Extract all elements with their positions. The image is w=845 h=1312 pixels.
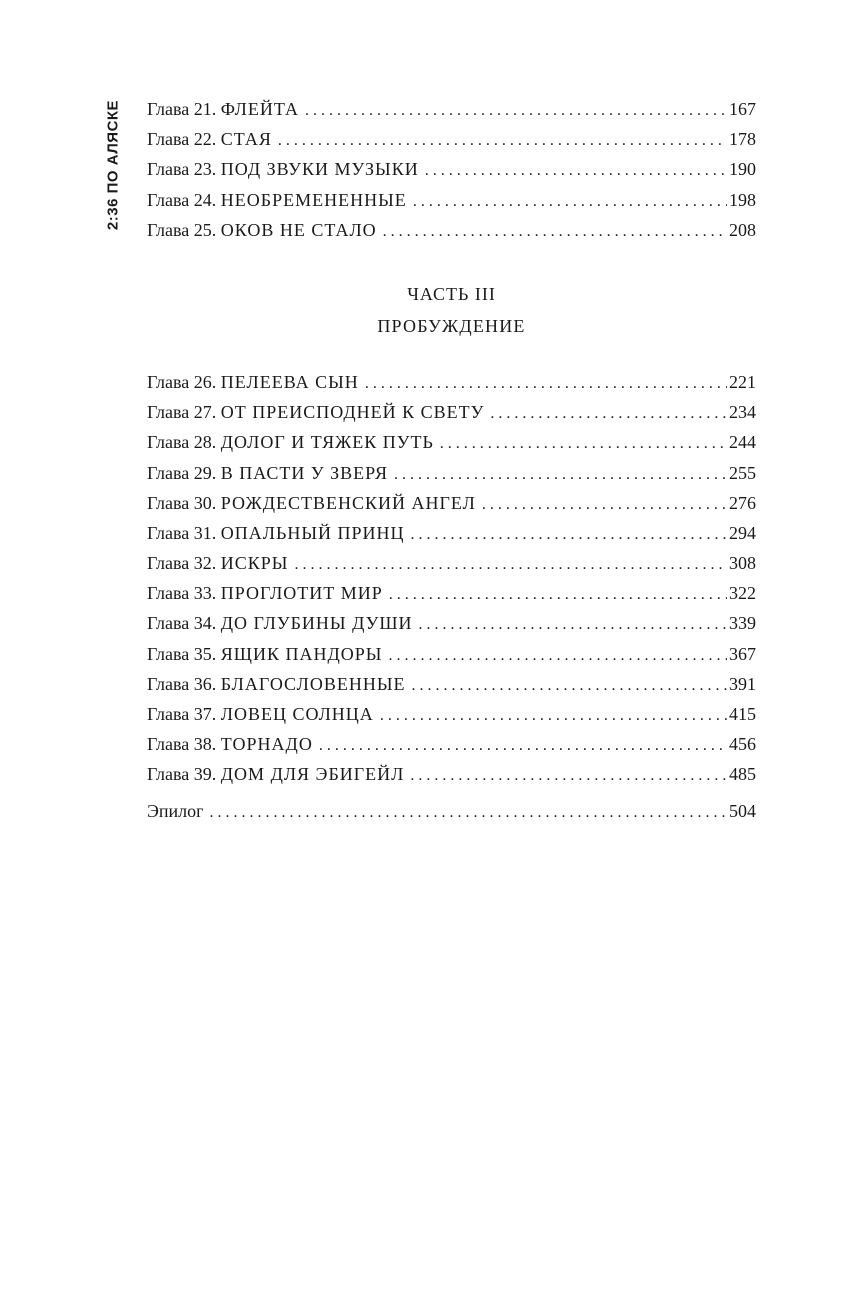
dot-leader [490, 399, 727, 429]
chapter-prefix: Глава 32. [147, 553, 217, 574]
page-number: 294 [729, 522, 756, 543]
toc-entry[interactable] [147, 458, 756, 488]
dot-leader [380, 701, 727, 731]
page-number: 322 [729, 583, 756, 604]
chapter-title: ОКОВ НЕ СТАЛО [220, 219, 377, 240]
entry-label [147, 759, 410, 789]
chapter-prefix: Глава 36. [147, 673, 217, 694]
toc-entry[interactable] [147, 154, 756, 184]
entry-label [147, 578, 389, 608]
page-number: 485 [729, 764, 756, 785]
chapter-title: В ПАСТИ У ЗВЕРЯ [220, 462, 389, 483]
chapter-prefix: Глава 23. [147, 159, 217, 180]
dot-leader [419, 610, 728, 640]
chapter-title: ИСКРЫ [220, 553, 289, 574]
toc-entry[interactable] [147, 578, 756, 608]
chapter-prefix: Глава 35. [147, 643, 217, 664]
dot-leader [394, 460, 727, 490]
part-title: ПРОБУЖДЕНИЕ [377, 315, 526, 336]
dot-leader [425, 156, 727, 186]
dot-leader [365, 369, 727, 399]
toc-entry[interactable] [147, 427, 756, 457]
chapter-title: ОТ ПРЕИСПОДНЕЙ К СВЕТУ [220, 402, 485, 423]
dot-leader [295, 550, 728, 580]
page-number: 198 [729, 189, 756, 210]
page-number: 221 [729, 371, 756, 392]
toc-entry[interactable] [147, 94, 756, 124]
chapter-prefix: Глава 39. [147, 764, 217, 785]
table-of-contents [147, 94, 756, 826]
entry-label [147, 608, 419, 638]
entry-label [147, 548, 295, 578]
toc-entry[interactable] [147, 548, 756, 578]
part2-entries [147, 94, 756, 245]
running-head [98, 100, 128, 230]
dot-leader [388, 641, 727, 671]
toc-entry[interactable] [147, 699, 756, 729]
entry-label [147, 729, 319, 759]
toc-entry[interactable] [147, 669, 756, 699]
toc-entry[interactable] [147, 215, 756, 245]
chapter-title: ЯЩИК ПАНДОРЫ [220, 643, 383, 664]
toc-entry[interactable] [147, 124, 756, 154]
toc-entry[interactable] [147, 608, 756, 638]
epilogue-title: Эпилог [147, 800, 204, 821]
entry-label [147, 427, 440, 457]
dot-leader [389, 580, 727, 610]
chapter-title: СТАЯ [220, 129, 272, 150]
entry-label [147, 458, 394, 488]
chapter-title: ФЛЕЙТА [220, 99, 299, 119]
entry-label [147, 669, 412, 699]
dot-leader [412, 671, 727, 701]
entry-label [147, 94, 305, 124]
chapter-prefix: Глава 28. [147, 432, 217, 453]
entry-label [147, 699, 380, 729]
running-head-text: 2:36 ПО АЛЯСКЕ [104, 99, 122, 231]
part-heading [147, 279, 756, 343]
dot-leader [305, 96, 727, 126]
page-number: 190 [729, 159, 756, 180]
chapter-prefix: Глава 38. [147, 734, 217, 755]
entry-label [147, 397, 490, 427]
toc-entry[interactable] [147, 639, 756, 669]
dot-leader [413, 187, 727, 217]
chapter-title: ДОМ ДЛЯ ЭБИГЕЙЛ [220, 764, 405, 785]
page-number: 167 [729, 99, 756, 119]
chapter-prefix: Глава 29. [147, 462, 217, 483]
chapter-title: РОЖДЕСТВЕНСКИЙ АНГЕЛ [220, 492, 476, 513]
toc-entry[interactable] [147, 185, 756, 215]
part-number: ЧАСТЬ III [407, 283, 496, 304]
chapter-prefix: Глава 27. [147, 402, 217, 423]
chapter-title: ПРОГЛОТИТ МИР [220, 583, 383, 604]
chapter-prefix: Глава 30. [147, 492, 217, 513]
entry-label [147, 185, 413, 215]
page-number: 255 [729, 462, 756, 483]
chapter-title: ЛОВЕЦ СОЛНЦА [220, 704, 374, 724]
dot-leader [482, 490, 727, 520]
chapter-title: ДОЛОГ И ТЯЖЕК ПУТЬ [220, 432, 434, 453]
page-number: 415 [729, 704, 756, 724]
chapter-prefix: Глава 37. [147, 704, 217, 724]
entry-label [147, 639, 388, 669]
chapter-prefix: Глава 33. [147, 583, 217, 604]
chapter-title: ПОД ЗВУКИ МУЗЫКИ [220, 159, 419, 180]
chapter-title: НЕОБРЕМЕНЕННЫЕ [220, 189, 407, 210]
dot-leader [383, 217, 727, 247]
toc-entry[interactable] [147, 518, 756, 548]
entry-label [147, 367, 365, 397]
chapter-title: ДО ГЛУБИНЫ ДУШИ [220, 613, 413, 634]
page-number: 308 [729, 553, 756, 574]
dot-leader [278, 126, 727, 156]
page-number: 234 [729, 402, 756, 423]
chapter-prefix: Глава 26. [147, 371, 217, 392]
toc-entry[interactable] [147, 367, 756, 397]
dot-leader [410, 761, 727, 791]
page-number: 178 [729, 129, 756, 150]
entry-label [147, 518, 411, 548]
page-number: 504 [729, 800, 756, 821]
toc-entry[interactable] [147, 759, 756, 789]
dot-leader [411, 520, 727, 550]
entry-label [147, 154, 425, 184]
chapter-prefix: Глава 31. [147, 522, 217, 543]
chapter-prefix: Глава 22. [147, 129, 217, 150]
chapter-title: БЛАГОСЛОВЕННЫЕ [220, 673, 406, 694]
page-number: 339 [729, 613, 756, 634]
page-number: 208 [729, 219, 756, 240]
dot-leader [210, 798, 727, 828]
page-number: 391 [729, 673, 756, 694]
page-number: 456 [729, 734, 756, 755]
chapter-prefix: Глава 34. [147, 613, 217, 634]
entry-label [147, 124, 278, 154]
entry-label [147, 215, 383, 245]
chapter-title: ОПАЛЬНЫЙ ПРИНЦ [220, 522, 405, 543]
dot-leader [319, 731, 727, 761]
chapter-prefix: Глава 24. [147, 189, 217, 210]
page-number: 276 [729, 492, 756, 513]
page-number: 367 [729, 643, 756, 664]
chapter-prefix: Глава 21. [147, 99, 217, 119]
chapter-title: ТОРНАДО [220, 734, 313, 755]
toc-entry[interactable] [147, 729, 756, 759]
toc-entry[interactable] [147, 488, 756, 518]
entry-label [147, 488, 482, 518]
chapter-prefix: Глава 25. [147, 219, 217, 240]
page-number: 244 [729, 432, 756, 453]
dot-leader [440, 429, 727, 459]
epilogue-entry[interactable] [147, 796, 756, 826]
toc-entry[interactable] [147, 397, 756, 427]
part3-entries [147, 367, 756, 790]
chapter-title: ПЕЛЕЕВА СЫН [220, 371, 359, 392]
